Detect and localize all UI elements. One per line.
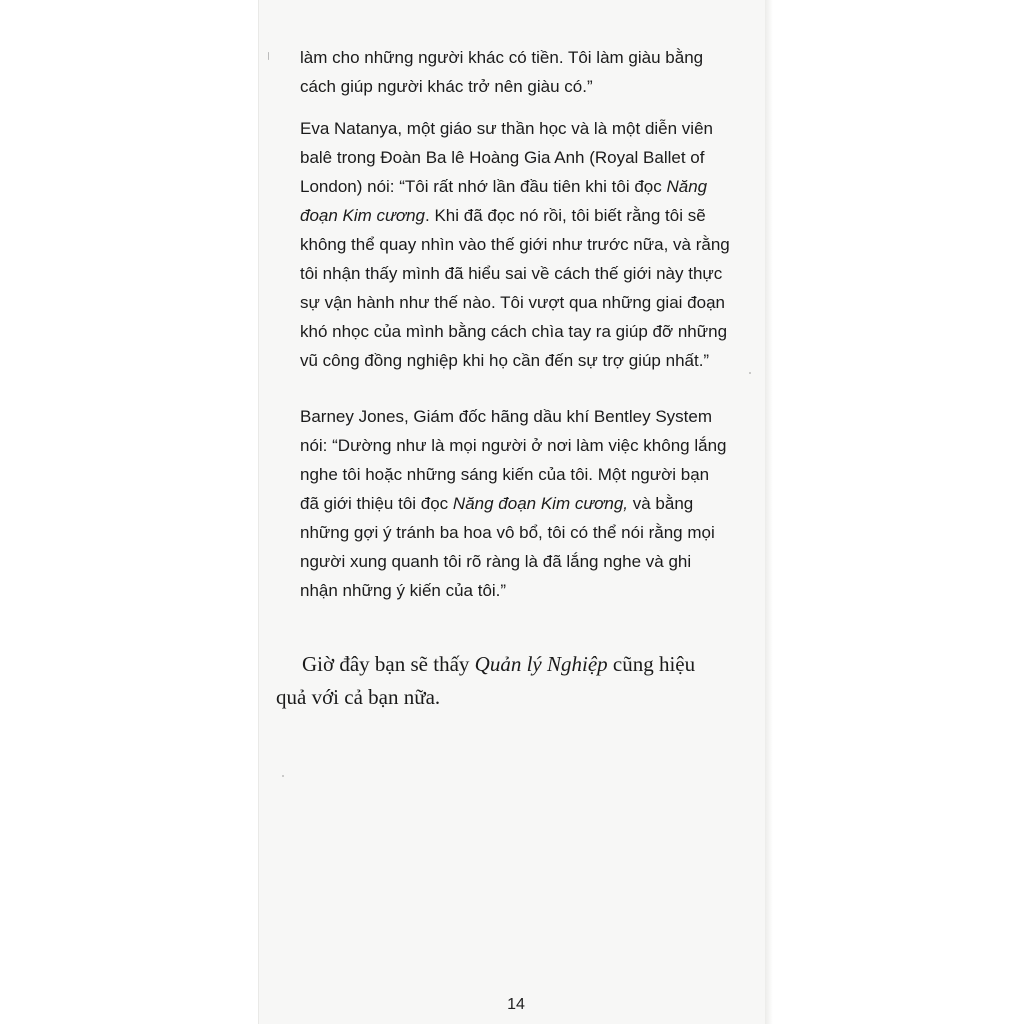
text-line: làm cho những người khác có tiền. Tôi làm giàu bằng xyxy=(300,48,704,67)
page-number: 14 xyxy=(507,996,525,1013)
text-line: Barney Jones, Giám đốc hãng dầu khí Bentley System xyxy=(300,407,713,426)
book-title-italic: đoạn Kim cương xyxy=(300,206,426,225)
text-run: London) nói: “Tôi rất nhớ lần đầu tiên khi tôi đọc xyxy=(300,177,667,196)
text-line: sự vận hành như thế nào. Tôi vượt qua những giai đoạn xyxy=(300,293,725,312)
paragraph-3 xyxy=(300,402,748,605)
text-line: tôi nhận thấy mình đã hiểu sai về cách thế giới này thực xyxy=(300,264,723,283)
text-run: cũng hiệu xyxy=(607,652,696,676)
book-title-italic: Quản lý Nghiệp xyxy=(474,652,608,676)
book-title-italic: Năng xyxy=(666,177,708,196)
text-line xyxy=(300,201,748,230)
text-line: nghe tôi hoặc những sáng kiến của tôi. Một người bạn xyxy=(300,465,710,484)
text-run: Giờ đây bạn sẽ thấy xyxy=(302,652,475,676)
text-line xyxy=(300,172,748,201)
text-line: cách giúp người khác trở nên giàu có.” xyxy=(300,77,593,96)
scan-speck xyxy=(282,775,284,777)
scan-speck xyxy=(749,372,751,374)
page-edge-shadow xyxy=(765,0,773,1024)
text-line: những gợi ý tránh ba hoa vô bổ, tôi có thể nói rằng mọi xyxy=(300,523,715,542)
text-run: . Khi đã đọc nó rồi, tôi biết rằng tôi sẽ xyxy=(425,206,706,225)
paragraph-2 xyxy=(300,114,748,375)
text-line: nói: “Dường như là mọi người ở nơi làm việc không lắng xyxy=(300,436,727,455)
text-line: balê trong Đoàn Ba lê Hoàng Gia Anh (Royal Ballet of xyxy=(300,148,705,167)
text-run: và bằng xyxy=(628,494,694,513)
scan-speck xyxy=(268,52,269,60)
text-line: không thể quay nhìn vào thế giới như trước nữa, và rằng xyxy=(300,235,730,254)
text-run: đã giới thiệu tôi đọc xyxy=(300,494,453,513)
closing-statement xyxy=(276,648,756,714)
text-line: vũ công đồng nghiệp khi họ cần đến sự trợ giúp nhất.” xyxy=(300,351,710,370)
text-line: khó nhọc của mình bằng cách chìa tay ra giúp đỡ những xyxy=(300,322,728,341)
book-title-italic: Năng đoạn Kim cương, xyxy=(452,494,629,513)
text-line xyxy=(300,489,748,518)
text-line: Eva Natanya, một giáo sư thần học và là một diễn viên xyxy=(300,119,713,138)
text-line xyxy=(276,648,756,681)
text-line: người xung quanh tôi rõ ràng là đã lắng nghe và ghi xyxy=(300,552,692,571)
paragraph-1 xyxy=(300,43,748,101)
text-line: nhận những ý kiến của tôi.” xyxy=(300,581,507,600)
text-line: quả với cả bạn nữa. xyxy=(276,685,441,709)
